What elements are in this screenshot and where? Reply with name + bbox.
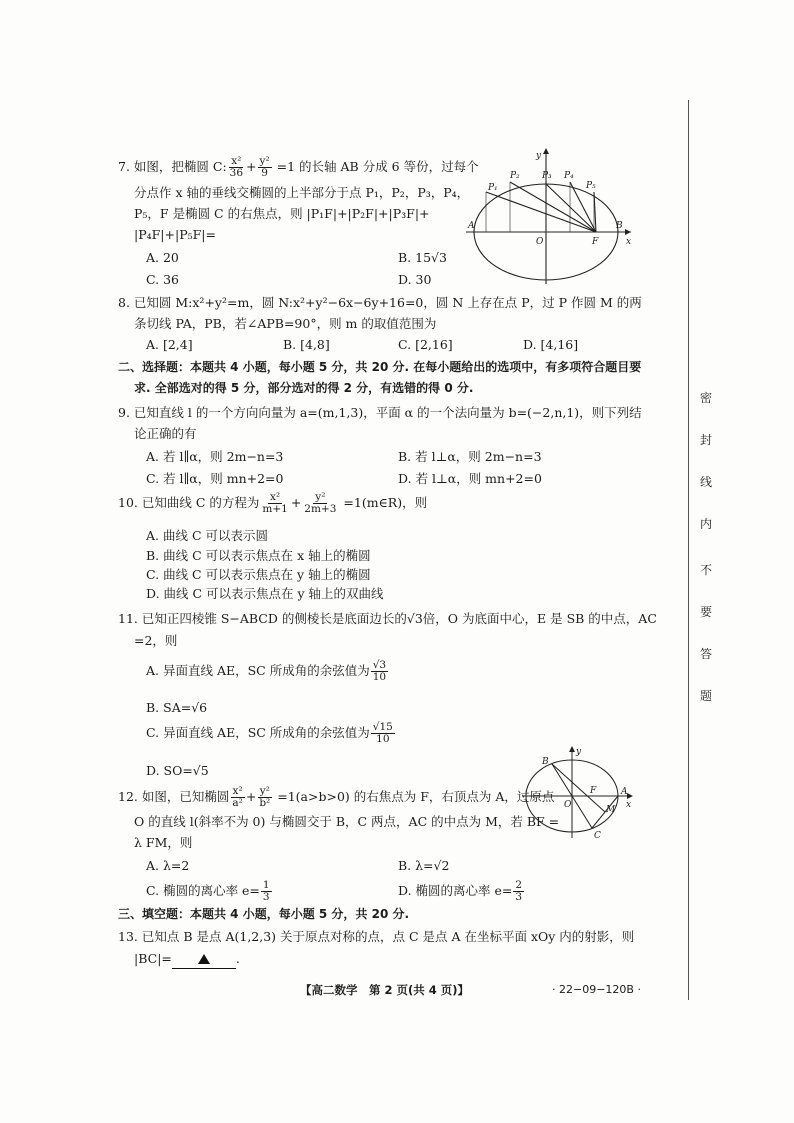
q7-option-b: B. 15√3 — [398, 250, 447, 265]
seal-char: 封 — [700, 433, 713, 447]
label-p1: P₁ — [488, 183, 498, 193]
segment-p3f — [546, 184, 596, 232]
label-p2: P₂ — [510, 171, 520, 181]
q9-option-a: A. 若 l∥α，则 2m−n=3 — [146, 449, 284, 464]
q12-line3: λ FM，则 — [134, 835, 193, 850]
fraction: $\frac{1}{3}$ — [262, 879, 270, 904]
q7-line3: P₅，F 是椭圆 C 的右焦点，则 |P₁F|+|P₂F|+|P₃F|+ — [134, 206, 430, 221]
answer-blank — [172, 950, 236, 969]
q8-line1: 8. 已知圆 M:x²+y²=m，圆 N:x²+y²−6x−6y+16=0，圆 N 上存在点 P，过 P 作圆 M 的两 — [118, 295, 642, 310]
exam-code: · 22−09−120B · — [552, 983, 641, 996]
fraction: $\frac{\text{y²}}{9}$ — [259, 155, 270, 180]
q7-option-c: C. 36 — [146, 272, 179, 287]
label-x: x — [626, 800, 632, 810]
q11-line1: 11. 已知正四棱锥 S−ABCD 的侧棱长是底面边长的√3倍，O 为底面中心，E 是 SB 的中点，AC — [118, 611, 657, 626]
label-p4: P₄ — [564, 171, 574, 181]
label-p3: P₃ — [542, 171, 552, 181]
label-y: y — [536, 151, 542, 161]
fraction: $\frac{\text{y²}}{\text{b²}}$ — [259, 785, 271, 810]
q9-line1: 9. 已知直线 l 的一个方向向量为 a=(m,1,3)，平面 α 的一个法向量为 b=(−2,n,1)，则下列结 — [118, 405, 642, 420]
q12-option-d: D. 椭圆的离心率 e= $\frac{2}{3}$ — [398, 879, 523, 904]
q9-option-b: B. 若 l⊥α，则 2m−n=3 — [398, 449, 542, 464]
fraction: $\frac{√15}{10}$ — [372, 721, 393, 746]
fraction: $\frac{\text{x²}}{\text{a²}}$ — [232, 785, 243, 810]
q8-option-c: C. [2,16] — [398, 337, 453, 352]
q7-line1: 7. 如图，把椭圆 C: $\frac{\text{x²}}{36}$ + $\frac{\text{y²}}{9}$ =1 的长轴 AB 分成 6 等份，过每个 — [118, 155, 479, 180]
segment-bm — [552, 764, 605, 812]
fraction: $\frac{√3}{10}$ — [372, 659, 387, 684]
label-o: O — [564, 800, 572, 810]
label-b: B — [616, 221, 623, 231]
y-arrow — [569, 746, 575, 752]
q9-option-c: C. 若 l∥α，则 mn+2=0 — [146, 471, 284, 486]
label-b: B — [542, 757, 549, 767]
fraction: $\frac{\text{y²}}{2m+3}$ — [304, 491, 337, 516]
section2-heading-line2: 求. 全部选对的得 5 分，部分选对的得 2 分，有选错的得 0 分. — [134, 381, 474, 395]
x-arrow — [627, 793, 633, 799]
q8-option-a: A. [2,4] — [146, 337, 193, 352]
q7-option-a: A. 20 — [146, 250, 179, 265]
label-m: M — [606, 805, 616, 815]
label-y: y — [576, 747, 582, 757]
label-a: A — [468, 221, 475, 231]
section3-heading: 三、填空题：本题共 4 小题，每小题 5 分，共 20 分. — [118, 907, 410, 921]
q13-line1: 13. 已知点 B 是点 A(1,2,3) 关于原点对称的点，点 C 是点 A 在坐标平面 xOy 内的射影，则 — [118, 929, 635, 944]
q11-option-c: C. 异面直线 AE，SC 所成角的余弦值为 $\frac{√15}{10}$ — [146, 721, 393, 746]
q9-option-d: D. 若 l⊥α，则 mn+2=0 — [398, 471, 542, 486]
seal-char: 密 — [700, 391, 713, 405]
q12-line2: O 的直线 l(斜率不为 0) 与椭圆交于 B，C 两点，AC 的中点为 M，若 BF = — [134, 814, 560, 829]
binding-line — [688, 100, 707, 1000]
q7-line4: |P₄F|+|P₅F|= — [134, 227, 216, 242]
seal-char: 题 — [700, 689, 713, 703]
label-x: x — [626, 237, 632, 247]
q10-option-c: C. 曲线 C 可以表示焦点在 y 轴上的椭圆 — [146, 567, 371, 582]
q7-line2: 分点作 x 轴的垂线交椭圆的上半部分于点 P₁，P₂，P₃，P₄， — [134, 185, 470, 200]
q11-option-a: A. 异面直线 AE，SC 所成角的余弦值为 $\frac{√3}{10}$ — [146, 659, 387, 684]
label-a: A — [621, 787, 628, 797]
q12-option-b: B. λ=√2 — [398, 858, 450, 873]
q12-option-c: C. 椭圆的离心率 e= $\frac{1}{3}$ — [146, 879, 270, 904]
fraction: $\frac{\text{x²}}{m+1}$ — [262, 491, 288, 516]
label-f: F — [592, 237, 599, 247]
page-footer: 【高二数学 第 2 页(共 4 页)】 — [300, 983, 470, 997]
q8-option-d: D. [4,16] — [523, 337, 579, 352]
seal-char: 答 — [700, 647, 713, 661]
q12-line1: 12. 如图，已知椭圆 $\frac{\text{x²}}{\text{a²}}$ + $\frac{\text{y²}}{\text{b²}}$ =1(a>b>0) 的右焦点为 F，右顶点为 A，过原点 — [118, 785, 555, 810]
fraction: $\frac{\text{x²}}{36}$ — [229, 155, 244, 180]
q13-line2: |BC|= . — [134, 950, 240, 969]
q7-option-d: D. 30 — [398, 272, 432, 287]
y-arrow — [543, 148, 549, 154]
q11-option-d: D. SO=√5 — [146, 763, 209, 778]
label-f: F — [590, 786, 597, 796]
segment-p1f — [486, 192, 596, 232]
q12-ellipse-figure — [520, 744, 640, 840]
label-p5: P₅ — [586, 181, 596, 191]
seal-char: 内 — [700, 517, 713, 531]
seal-char: 线 — [700, 475, 713, 489]
triangle-marker-icon — [198, 954, 210, 964]
q10-option-b: B. 曲线 C 可以表示焦点在 x 轴上的椭圆 — [146, 548, 371, 563]
fraction: $\frac{2}{3}$ — [515, 879, 523, 904]
q9-line2: 论正确的有 — [134, 426, 197, 441]
q8-option-b: B. [4,8] — [283, 337, 330, 352]
seal-char: 不 — [700, 563, 713, 577]
q12-option-a: A. λ=2 — [146, 858, 190, 873]
q11-line2: =2，则 — [134, 633, 178, 648]
q10-option-d: D. 曲线 C 可以表示焦点在 y 轴上的双曲线 — [146, 586, 384, 601]
x-arrow — [625, 229, 631, 235]
label-o: O — [536, 237, 544, 247]
q10-line1: 10. 已知曲线 C 的方程为 $\frac{\text{x²}}{m+1}$ + $\frac{\text{y²}}{2m+3}$ =1(m∈R)，则 — [118, 491, 428, 516]
q10-option-a: A. 曲线 C 可以表示圆 — [146, 528, 268, 543]
label-c: C — [594, 831, 601, 840]
section2-heading-line1: 二、选择题：本题共 4 小题，每小题 5 分，共 20 分. 在每小题给出的选项中，有多项符合题目要 — [118, 360, 642, 374]
q11-option-b: B. SA=√6 — [146, 700, 208, 715]
q7-ellipse-figure — [466, 146, 636, 288]
q8-line2: 条切线 PA，PB，若∠APB=90°，则 m 的取值范围为 — [134, 316, 437, 331]
seal-char: 要 — [700, 605, 713, 619]
